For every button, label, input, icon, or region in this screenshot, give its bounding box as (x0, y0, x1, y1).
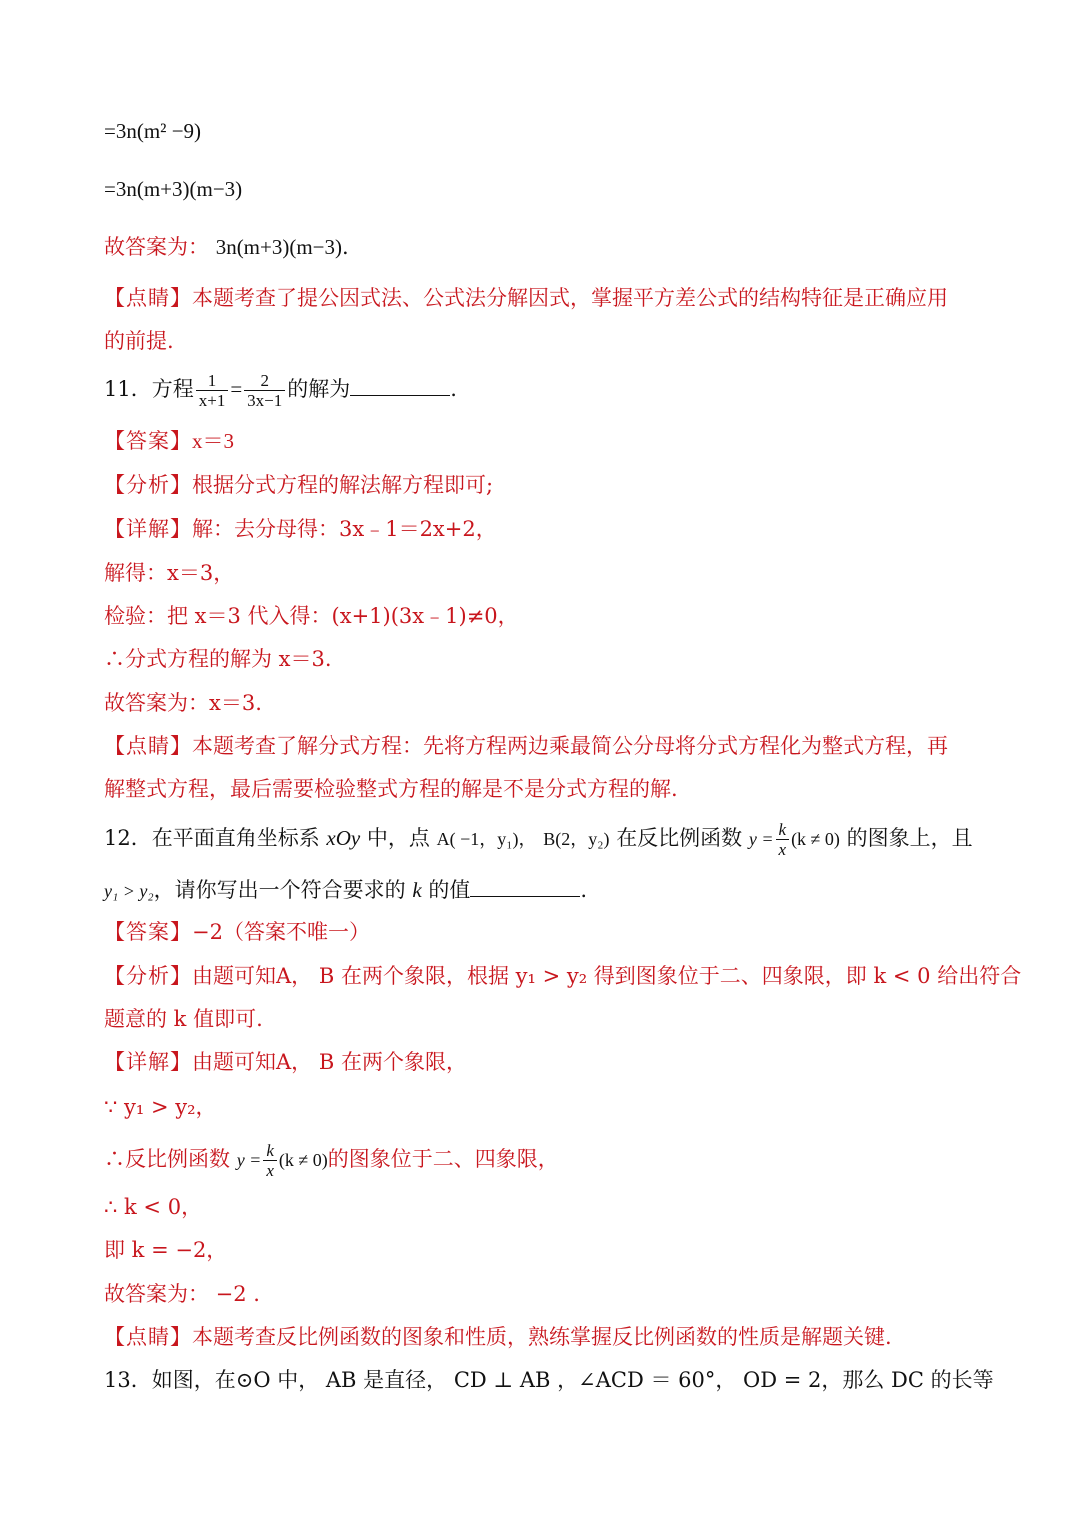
question-end: . (450, 377, 457, 401)
fraction-denominator: x (776, 839, 790, 859)
solution-12-line-1 (104, 1047, 467, 1077)
fraction-denominator: x+1 (196, 390, 229, 410)
question-text: ，请你写出一个符合要求的 (153, 878, 406, 902)
answer-12 (104, 917, 370, 947)
solution-12-line-6: 故答案为： −2 . (104, 1282, 260, 1306)
solution-text: 由题可知A， B 在两个象限， (192, 1050, 467, 1074)
dianjing-tag: 【点睛】 (104, 286, 192, 310)
answer-prefix: 故答案为： (104, 235, 209, 259)
fraction-denominator: x (263, 1160, 277, 1180)
fraction-numerator: k (266, 1141, 274, 1160)
condition: (k ≠ 0) (278, 1150, 328, 1170)
answer-blank[interactable] (350, 375, 450, 396)
solution-11-line-1 (104, 514, 497, 544)
fraction-numerator: 1 (207, 371, 217, 390)
question-13: 13．如图，在⊙O 中， AB 是直径， CD ⊥ AB ，∠ACD ＝ 60°， OD = 2，那么 DC 的长等 (104, 1368, 994, 1392)
solution-11-line-3: 检验：把 x＝3 代入得：(x+1)(3x﹣1)≠0， (104, 604, 519, 628)
function-lhs: y = (236, 1150, 262, 1170)
question-text: 的图象上，且 (846, 826, 973, 850)
question-12-line-2 (104, 875, 587, 906)
dianjing-10-line-2: 的前提. (104, 329, 174, 353)
function-lhs: y = (748, 829, 774, 849)
answer-tag: 【答案】 (104, 920, 192, 944)
inequality: y₁ > y₂ (104, 881, 154, 901)
solution-tag: 【详解】 (104, 1050, 192, 1074)
solution-11-line-2: 解得：x＝3， (104, 561, 235, 585)
question-number: 12．在平面直角坐标系 (104, 826, 320, 850)
point-a: A( −1，y₁)， (436, 829, 537, 849)
solution-tag: 【详解】 (104, 517, 192, 541)
analysis-12-line-2: 题意的 k 值即可. (104, 1007, 263, 1031)
solution-12-line-4: ∴ k < 0， (104, 1195, 203, 1219)
answer-math: 3n(m+3)(m−3) (215, 235, 343, 259)
dianjing-tag: 【点睛】 (104, 1325, 192, 1349)
solution-11-line-5: 故答案为：x＝3. (104, 691, 262, 715)
analysis-12-line-1 (104, 961, 1021, 991)
dianjing-11-line-1 (104, 731, 948, 761)
answer-line-10 (104, 232, 349, 262)
question-end: . (580, 878, 588, 902)
fraction-numerator: k (778, 820, 787, 839)
question-text: 在反比例函数 (616, 826, 743, 850)
analysis-text: 由题可知A， B 在两个象限，根据 y₁ > y₂ 得到图象位于二、四象限，即 k < 0 给出符合 (192, 964, 1022, 988)
fraction-k-over-x (776, 820, 790, 859)
analysis-11 (104, 470, 493, 500)
fraction-right (244, 371, 285, 410)
analysis-tag: 【分析】 (104, 964, 192, 988)
question-12-line-1 (104, 815, 973, 862)
step-line-2: =3n(m+3)(m−3) (104, 177, 243, 201)
equals-sign: = (230, 377, 243, 401)
fraction-numerator: 2 (260, 371, 269, 390)
answer-blank[interactable] (470, 876, 580, 897)
answer-11 (104, 426, 234, 456)
condition: (k ≠ 0) (791, 829, 840, 849)
answer-tag: 【答案】 (104, 429, 192, 453)
solution-text: 解：去分母得：3x﹣1＝2x+2， (192, 517, 497, 541)
question-11 (104, 366, 457, 412)
coord-system: xOy (326, 826, 361, 850)
question-text: 中，点 (366, 826, 430, 850)
question-tail: 的解为 (287, 377, 351, 401)
dianjing-10-line-1 (104, 283, 948, 313)
dianjing-text: 本题考查了解分式方程：先将方程两边乘最简公分母将分式方程化为整式方程，再 (192, 734, 948, 758)
step-line-1: =3n(m² −9) (104, 119, 202, 143)
solution-11-line-4: ∴分式方程的解为 x＝3. (104, 647, 332, 671)
dianjing-11-line-2: 解整式方程，最后需要检验整式方程的解是不是分式方程的解. (104, 777, 678, 801)
question-number: 11．方程 (104, 377, 194, 401)
dianjing-tag: 【点睛】 (104, 734, 192, 758)
solution-text: 的图象位于二、四象限， (327, 1147, 559, 1171)
answer-suffix: . (342, 235, 349, 259)
analysis-text: 根据分式方程的解法解方程即可; (192, 473, 494, 497)
fraction-denominator: 3x−1 (244, 390, 285, 410)
dianjing-12 (104, 1322, 892, 1352)
var-k: k (412, 878, 422, 902)
solution-12-line-2: ∵ y₁ > y₂， (104, 1095, 217, 1119)
solution-12-line-3 (104, 1136, 559, 1183)
dianjing-text: 本题考查反比例函数的图象和性质，熟练掌握反比例函数的性质是解题关键. (192, 1325, 892, 1349)
answer-value: −2（答案不唯一） (192, 920, 370, 944)
solution-12-line-5: 即 k = −2， (104, 1238, 228, 1262)
fraction-k-over-x (263, 1141, 277, 1180)
analysis-tag: 【分析】 (104, 473, 192, 497)
solution-text: ∴反比例函数 (104, 1147, 230, 1171)
dianjing-text: 本题考查了提公因式法、公式法分解因式，掌握平方差公式的结构特征是正确应用 (192, 286, 948, 310)
answer-value: x＝3 (192, 429, 234, 453)
fraction-left (196, 371, 229, 410)
point-b: B(2，y₂) (543, 829, 610, 849)
question-text: 的值 (428, 878, 471, 902)
